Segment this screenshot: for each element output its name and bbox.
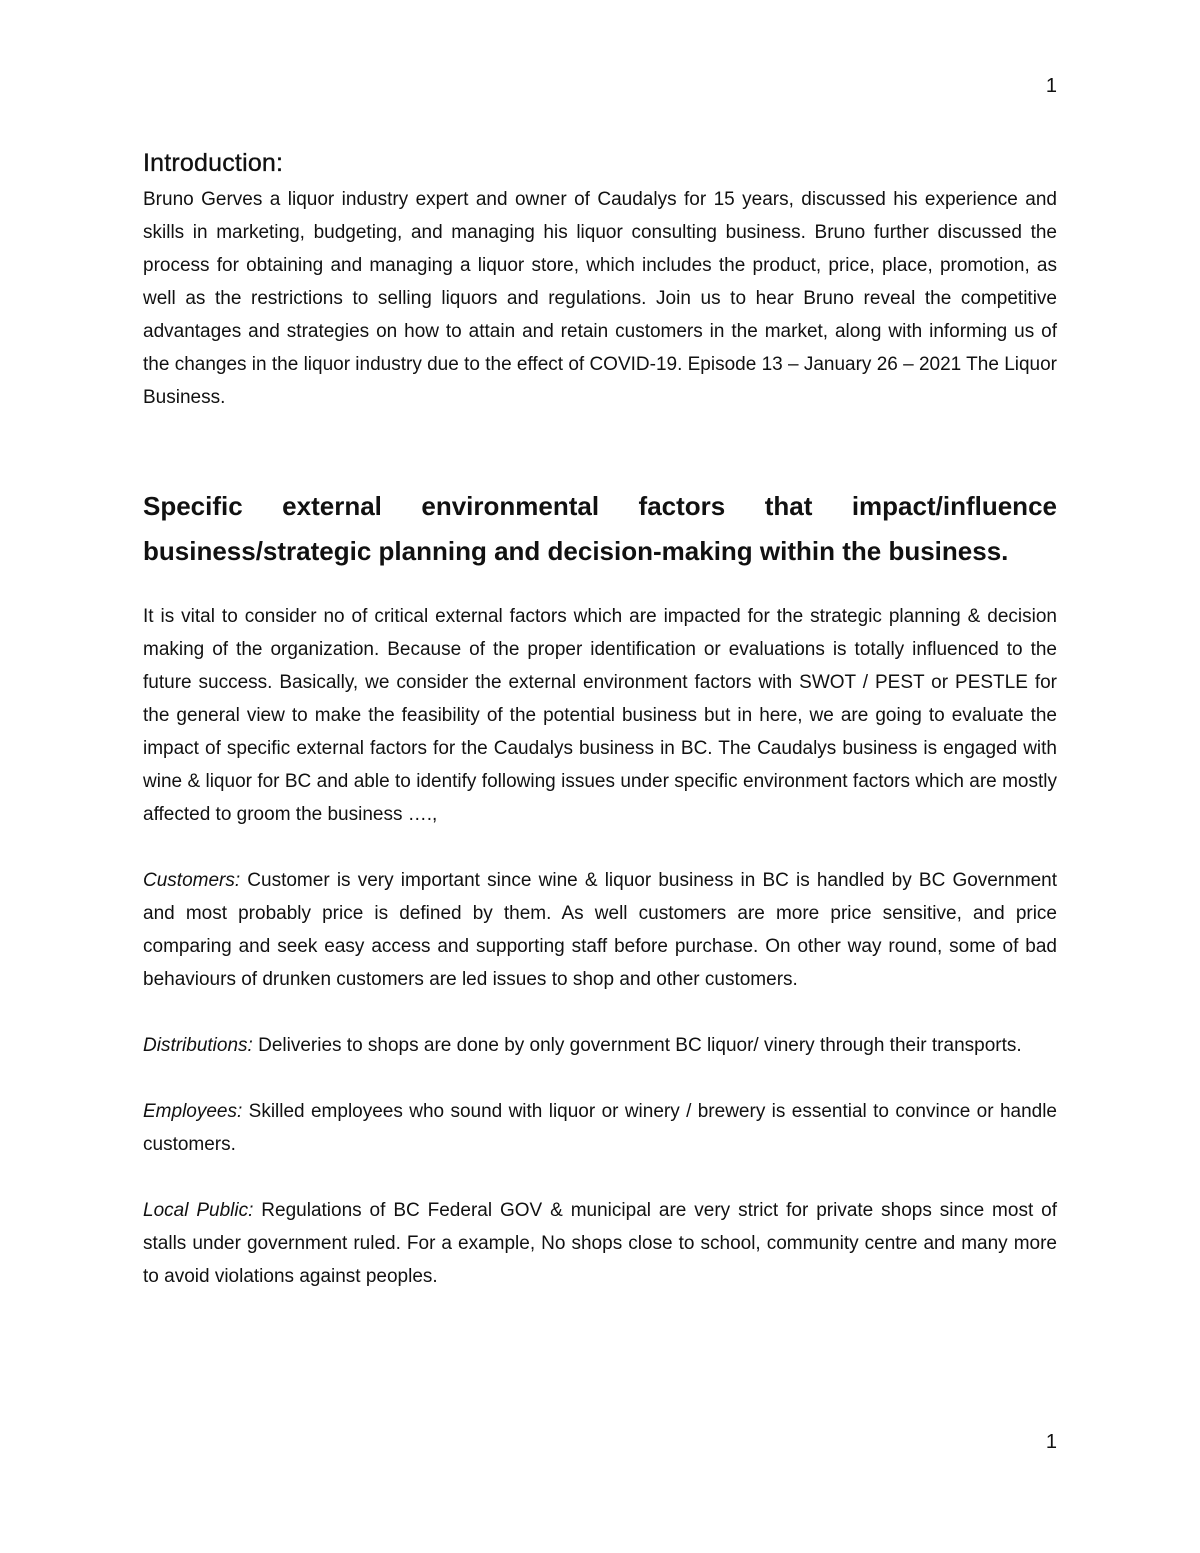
- introduction-heading: Introduction:: [143, 149, 284, 177]
- factor-term: Distributions:: [143, 1035, 253, 1056]
- factor-employees: [143, 1095, 1057, 1161]
- introduction-paragraph: Bruno Gerves a liquor industry expert and owner of Caudalys for 15 years, discussed his experience and skills in marketing, budgeting, and managing his liquor consulting business. Bruno further discussed the process for obtaining and managing a liquor store, which includes the product, price, place, promotion, as well as the restrictions to selling liquors and regulations. Join us to hear Bruno reveal the competitive advantages and strategies on how to attain and retain customers in the market, along with informing us of the changes in the liquor industry due to the effect of COVID-19. Episode 13 – January 26 – 2021 The Liquor Business.: [143, 189, 1058, 408]
- factor-customers: [143, 864, 1057, 996]
- factor-text: Regulations of BC Federal GOV & municipal are very strict for private shops since most of stalls under government ruled. For a example, No shops close to school, community centre and many more to avoid violations against peoples.: [143, 1200, 1057, 1287]
- factor-term: Employees:: [143, 1101, 243, 1122]
- document-content: [143, 147, 1057, 1293]
- factor-text: Deliveries to shops are done by only government BC liquor/ vinery through their transports.: [252, 1035, 1022, 1056]
- page-number-footer: 1: [1045, 1431, 1057, 1453]
- factor-term: Customers:: [143, 870, 241, 891]
- factor-text: Customer is very important since wine & liquor business in BC is handled by BC Government and most probably price is defined by them. As well customers are more price sensitive, and price comparing and seek easy access and supporting staff before purchase. On other way round, some of bad behaviours of drunken customers are led issues to shop and other customers.: [143, 870, 1057, 990]
- page-number-header: 1: [1045, 75, 1057, 97]
- factor-local-public: [143, 1194, 1057, 1293]
- factor-text: Skilled employees who sound with liquor or winery / brewery is essential to convince or handle customers.: [143, 1101, 1057, 1155]
- factor-distributions: [143, 1029, 1057, 1062]
- factor-term: Local Public:: [143, 1200, 254, 1221]
- section-heading: Specific external environmental factors that impact/influence business/strategic planning and decision-making within the business.: [143, 491, 1057, 566]
- section-paragraph: It is vital to consider no of critical external factors which are impacted for the strategic planning & decision making of the organization. Because of the proper identification or evaluations is totally influenced to the future success. Basically, we consider the external environment factors with SWOT / PEST or PESTLE for the general view to make the feasibility of the potential business but in here, we are going to evaluate the impact of specific external factors for the Caudalys business in BC. The Caudalys business is engaged with wine & liquor for BC and able to identify following issues under specific environment factors which are mostly affected to groom the business ….,: [143, 606, 1057, 825]
